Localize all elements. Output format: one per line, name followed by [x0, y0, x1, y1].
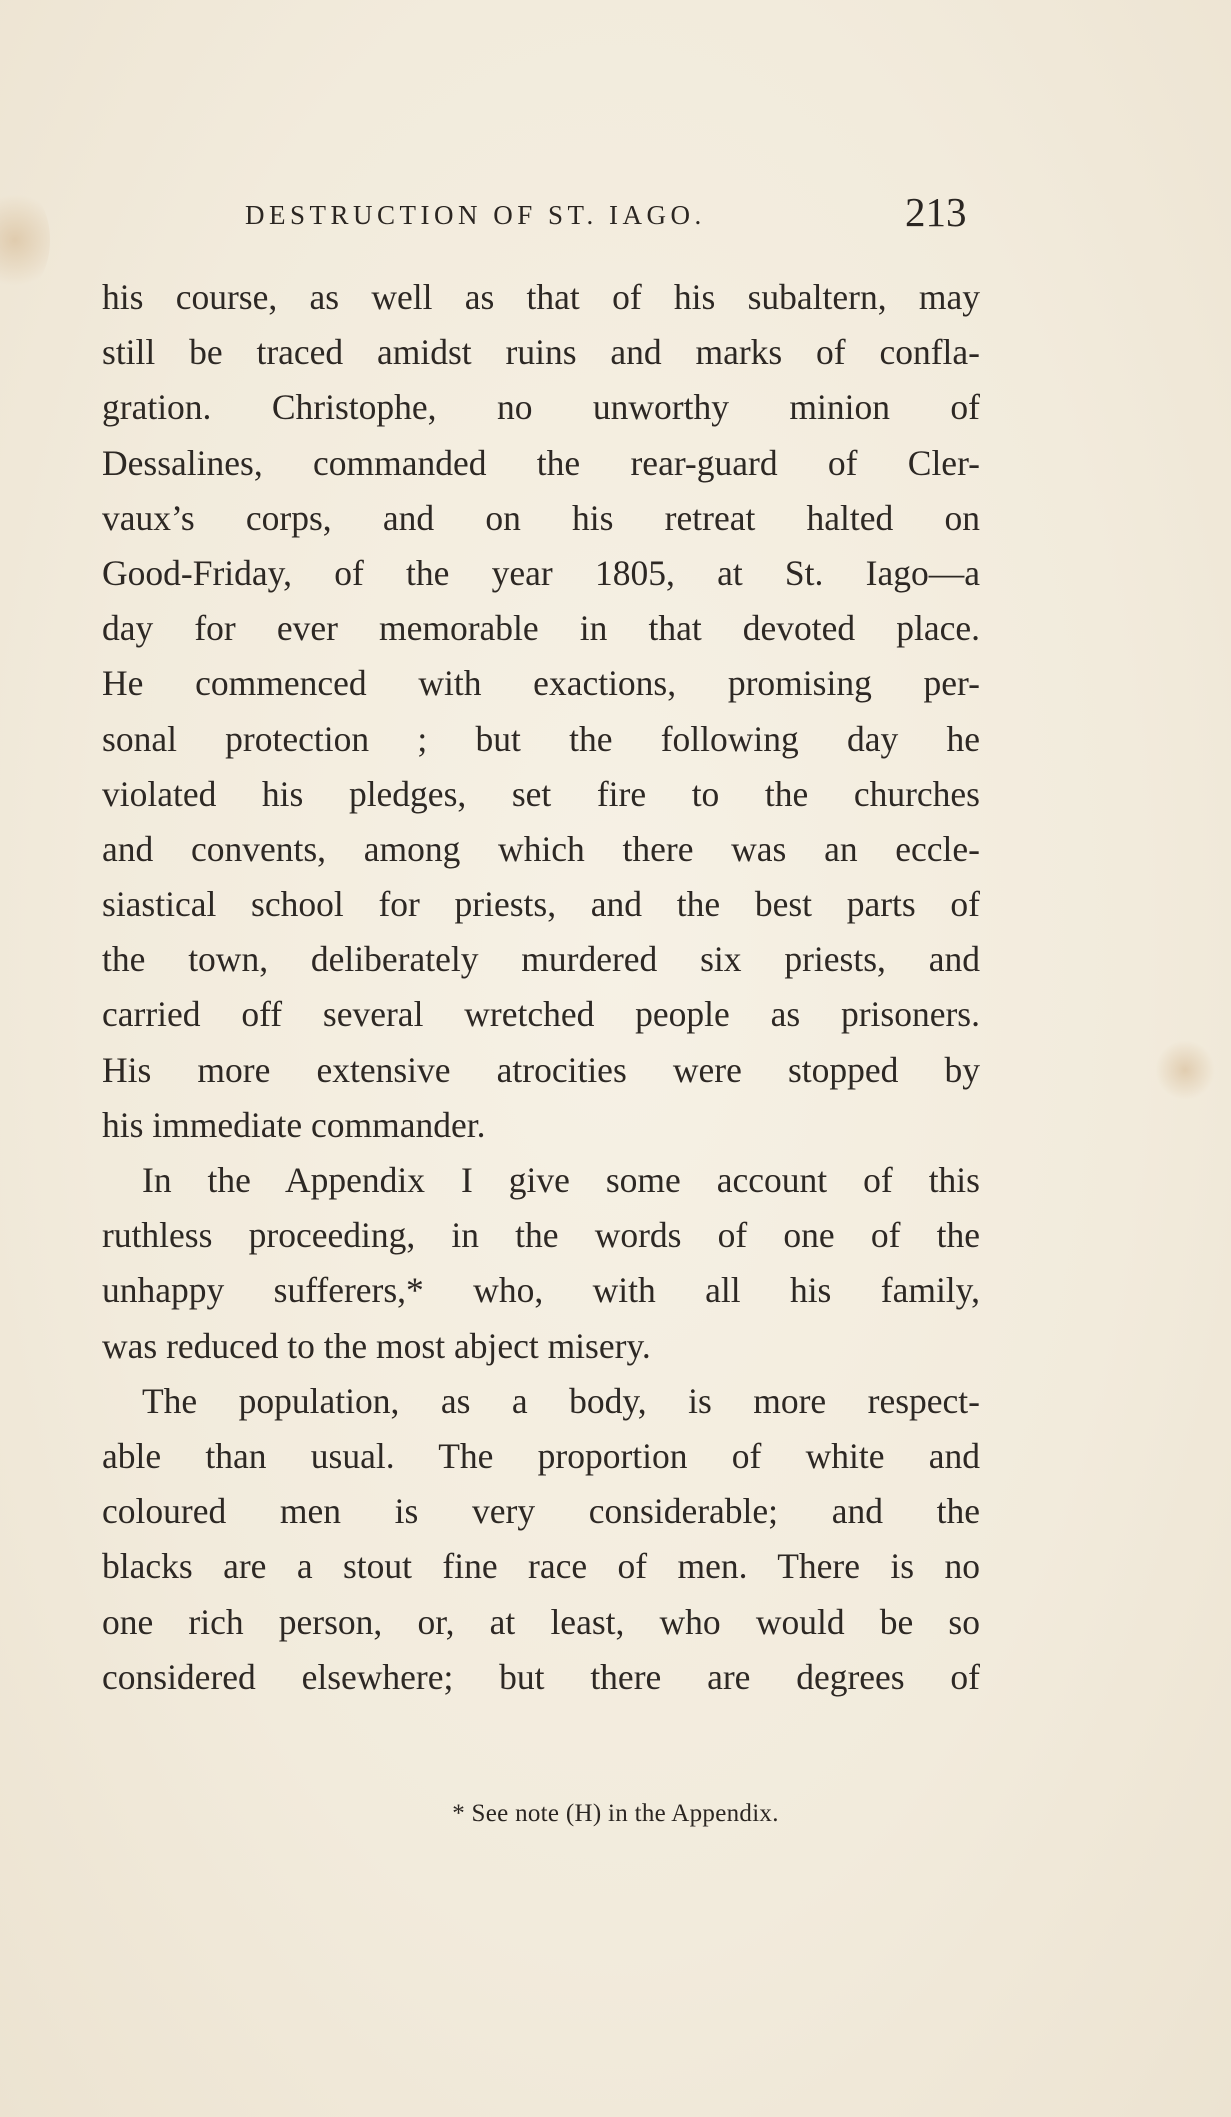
text-line: one rich person, or, at least, who would be so — [102, 1601, 980, 1642]
footnote — [0, 1800, 1231, 1828]
text-line: unhappy sufferers,* who, with all his family, — [102, 1270, 980, 1311]
text-line: siastical school for priests, and the best parts of — [102, 884, 980, 925]
text-line: ruthless proceeding, in the words of one of the — [102, 1215, 980, 1256]
text-line: able than usual. The proportion of white and — [102, 1435, 980, 1476]
text-line: His more extensive atrocities were stopped by — [102, 1049, 980, 1090]
text-line: He commenced with exactions, promising per- — [102, 663, 980, 704]
text-line: Good-Friday, of the year 1805, at St. Iago—a — [102, 552, 980, 593]
body-text — [102, 270, 980, 1705]
text-line: still be traced amidst ruins and marks of confla- — [102, 332, 980, 373]
text-line: The population, as a body, is more respect- — [142, 1380, 980, 1421]
text-line: and convents, among which there was an eccle- — [102, 828, 980, 869]
text-line: vaux’s corps, and on his retreat halted on — [102, 497, 980, 538]
text-line: carried off several wretched people as prisoners. — [102, 994, 980, 1035]
text-line: violated his pledges, set fire to the churches — [102, 773, 980, 814]
running-head — [0, 188, 1231, 248]
text-line: blacks are a stout fine race of men. There is no — [102, 1546, 980, 1587]
footnote-text: * See note (H) in the Appendix. — [452, 1800, 779, 1827]
text-line: Dessalines, commanded the rear-guard of Cler- — [102, 442, 980, 483]
text-line: sonal protection ; but the following day he — [102, 718, 980, 759]
paragraph — [102, 1374, 980, 1705]
text-line: In the Appendix I give some account of this — [142, 1160, 980, 1200]
text-line: gration. Christophe, no unworthy minion of — [102, 387, 980, 428]
text-line: the town, deliberately murdered six priests, and — [102, 939, 980, 980]
running-head-title: DESTRUCTION OF ST. IAGO. — [245, 200, 706, 230]
paper-stain — [1155, 1040, 1215, 1100]
text-line: was reduced to the most abject misery. — [102, 1325, 651, 1366]
text-line: considered elsewhere; but there are degrees of — [102, 1656, 980, 1697]
text-line: his immediate commander. — [102, 1104, 486, 1145]
page-number: 213 — [905, 189, 967, 235]
text-line: coloured men is very considerable; and the — [102, 1491, 980, 1532]
text-line: day for ever memorable in that devoted place. — [102, 608, 980, 649]
paragraph — [102, 270, 980, 1153]
text-line: his course, as well as that of his subaltern, may — [102, 277, 980, 317]
paragraph — [102, 1153, 980, 1374]
